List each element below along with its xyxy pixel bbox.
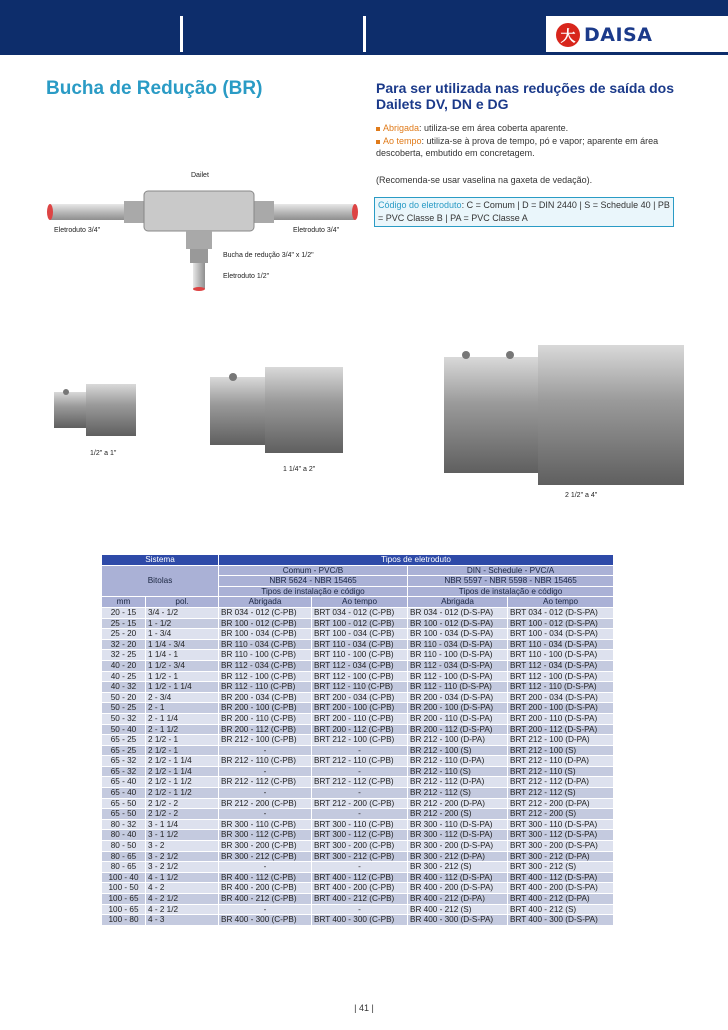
header-tab-2 — [183, 16, 363, 52]
cell-pol: 4 - 2 1/2 — [146, 894, 219, 905]
table-row — [102, 671, 614, 682]
top-bar — [0, 0, 728, 16]
cell-din-abrigada: BR 300 - 212 (D-PA) — [408, 851, 508, 862]
cell-pol: 3 - 1 1/4 — [146, 819, 219, 830]
header-comum-2: NBR 5624 - NBR 15465 — [219, 576, 408, 587]
cell-mm: 65 - 40 — [102, 788, 146, 799]
cell-din-abrigada: BR 400 - 200 (D-S-PA) — [408, 883, 508, 894]
spec-table-body — [102, 555, 614, 926]
cell-comum-abrigada: BR 110 - 100 (C-PB) — [219, 650, 312, 661]
table-row — [102, 788, 614, 799]
cell-din-ao-tempo: BRT 200 - 110 (D-S-PA) — [508, 713, 614, 724]
cell-din-abrigada: BR 212 - 200 (D-PA) — [408, 798, 508, 809]
cell-comum-ao-tempo: BRT 300 - 212 (C-PB) — [312, 851, 408, 862]
cell-din-ao-tempo: BRT 300 - 200 (D-S-PA) — [508, 841, 614, 852]
cell-mm: 65 - 32 — [102, 766, 146, 777]
cell-comum-abrigada: BR 112 - 100 (C-PB) — [219, 671, 312, 682]
cell-pol: 1 1/4 - 1 — [146, 650, 219, 661]
bullet-square-icon — [376, 127, 380, 131]
cell-pol: 4 - 2 1/2 — [146, 904, 219, 915]
cell-din-ao-tempo: BRT 300 - 110 (D-S-PA) — [508, 819, 614, 830]
table-row — [102, 713, 614, 724]
cell-comum-abrigada: BR 212 - 200 (C-PB) — [219, 798, 312, 809]
bullet-ao-tempo: Ao tempo: utiliza-se à prova de tempo, pó e vapor; aparente em área descoberta, embutido em concretagem. — [376, 136, 659, 158]
cell-comum-abrigada: BR 100 - 034 (C-PB) — [219, 629, 312, 640]
cell-pol: 1 1/2 - 1 1/4 — [146, 682, 219, 693]
cell-comum-abrigada: BR 300 - 110 (C-PB) — [219, 819, 312, 830]
cell-din-abrigada: BR 100 - 034 (D-S-PA) — [408, 629, 508, 640]
code-legend-box: Código do eletroduto: C = Comum | D = DIN 2440 | S = Schedule 40 | PB = PVC Classe B | PA = PVC Classe A — [374, 197, 674, 227]
cell-din-abrigada: BR 300 - 212 (S) — [408, 862, 508, 873]
right-pipe-end — [352, 204, 358, 220]
cell-din-ao-tempo: BRT 400 - 112 (D-S-PA) — [508, 872, 614, 883]
cell-comum-abrigada: BR 112 - 034 (C-PB) — [219, 660, 312, 671]
cell-pol: 3/4 - 1/2 — [146, 607, 219, 618]
cell-pol: 1 - 3/4 — [146, 629, 219, 640]
cell-din-abrigada: BR 212 - 110 (S) — [408, 766, 508, 777]
col-abrigada-comum: Abrigada — [219, 597, 312, 608]
reducer-bushing — [190, 249, 208, 263]
table-row — [102, 703, 614, 714]
cell-din-abrigada: BR 212 - 100 (D-PA) — [408, 735, 508, 746]
product-photo-large — [440, 345, 688, 485]
cell-mm: 65 - 25 — [102, 745, 146, 756]
cell-mm: 20 - 15 — [102, 607, 146, 618]
logo-text: DAISA — [584, 24, 653, 46]
cell-pol: 3 - 2 1/2 — [146, 851, 219, 862]
usage-bullets — [376, 122, 676, 160]
cell-din-ao-tempo: BRT 212 - 110 (S) — [508, 766, 614, 777]
cell-mm: 25 - 15 — [102, 618, 146, 629]
cell-mm: 32 - 20 — [102, 639, 146, 650]
cell-comum-ao-tempo: BRT 110 - 034 (C-PB) — [312, 639, 408, 650]
cell-din-ao-tempo: BRT 110 - 034 (D-S-PA) — [508, 639, 614, 650]
header-comum-1: Comum - PVC/B — [219, 565, 408, 576]
cell-pol: 2 1/2 - 1 1/4 — [146, 766, 219, 777]
cell-comum-ao-tempo: BRT 112 - 100 (C-PB) — [312, 671, 408, 682]
cell-comum-ao-tempo: BRT 200 - 034 (C-PB) — [312, 692, 408, 703]
cell-pol: 2 - 1 1/4 — [146, 713, 219, 724]
cell-comum-ao-tempo: BRT 100 - 012 (C-PB) — [312, 618, 408, 629]
logo-mark-icon: 大 — [556, 23, 580, 47]
cell-din-abrigada: BR 200 - 112 (D-S-PA) — [408, 724, 508, 735]
cell-comum-abrigada: - — [219, 862, 312, 873]
table-row — [102, 745, 614, 756]
cell-comum-ao-tempo: - — [312, 904, 408, 915]
cell-mm: 65 - 32 — [102, 756, 146, 767]
header-din-2: NBR 5597 - NBR 5598 - NBR 15465 — [408, 576, 614, 587]
table-row — [102, 692, 614, 703]
cell-din-abrigada: BR 110 - 034 (D-S-PA) — [408, 639, 508, 650]
cell-comum-ao-tempo: BRT 200 - 110 (C-PB) — [312, 713, 408, 724]
table-row — [102, 841, 614, 852]
cell-din-ao-tempo: BRT 112 - 100 (D-S-PA) — [508, 671, 614, 682]
cell-comum-ao-tempo: BRT 112 - 034 (C-PB) — [312, 660, 408, 671]
cell-mm: 100 - 80 — [102, 915, 146, 926]
caption-large: 2 1/2" a 4" — [565, 492, 598, 499]
cell-din-abrigada: BR 200 - 110 (D-S-PA) — [408, 713, 508, 724]
cell-mm: 100 - 50 — [102, 883, 146, 894]
cell-din-abrigada: BR 300 - 110 (D-S-PA) — [408, 819, 508, 830]
cell-comum-abrigada: - — [219, 904, 312, 915]
cell-din-ao-tempo: BRT 300 - 112 (D-S-PA) — [508, 830, 614, 841]
cell-comum-abrigada: BR 400 - 112 (C-PB) — [219, 872, 312, 883]
cell-mm: 40 - 20 — [102, 660, 146, 671]
cell-din-ao-tempo: BRT 112 - 034 (D-S-PA) — [508, 660, 614, 671]
cell-din-abrigada: BR 300 - 200 (D-S-PA) — [408, 841, 508, 852]
cell-din-ao-tempo: BRT 112 - 110 (D-S-PA) — [508, 682, 614, 693]
table-subheader-row — [102, 565, 614, 576]
cell-comum-ao-tempo: BRT 212 - 200 (C-PB) — [312, 798, 408, 809]
table-row — [102, 766, 614, 777]
cell-din-ao-tempo: BRT 212 - 112 (S) — [508, 788, 614, 799]
cell-comum-ao-tempo: BRT 200 - 100 (C-PB) — [312, 703, 408, 714]
cell-pol: 2 - 1 — [146, 703, 219, 714]
cell-pol: 2 1/2 - 2 — [146, 798, 219, 809]
cell-din-abrigada: BR 212 - 112 (D-PA) — [408, 777, 508, 788]
cell-pol: 4 - 2 — [146, 883, 219, 894]
table-row — [102, 650, 614, 661]
left-hub — [124, 201, 146, 223]
cell-din-abrigada: BR 400 - 112 (D-S-PA) — [408, 872, 508, 883]
cell-comum-abrigada: BR 212 - 112 (C-PB) — [219, 777, 312, 788]
label-left-pipe: Eletroduto 3/4" — [54, 227, 101, 234]
cell-din-ao-tempo: BRT 200 - 112 (D-S-PA) — [508, 724, 614, 735]
cell-comum-ao-tempo: BRT 300 - 110 (C-PB) — [312, 819, 408, 830]
table-header-row — [102, 555, 614, 566]
cell-din-ao-tempo: BRT 212 - 112 (D-PA) — [508, 777, 614, 788]
cell-din-abrigada: BR 212 - 110 (D-PA) — [408, 756, 508, 767]
cell-pol: 2 1/2 - 1 — [146, 745, 219, 756]
cell-din-abrigada: BR 112 - 100 (D-S-PA) — [408, 671, 508, 682]
cell-mm: 65 - 40 — [102, 777, 146, 788]
cell-pol: 2 1/2 - 1 1/2 — [146, 777, 219, 788]
cell-comum-abrigada: BR 200 - 100 (C-PB) — [219, 703, 312, 714]
daisa-logo — [556, 20, 686, 50]
cell-comum-abrigada: BR 212 - 100 (C-PB) — [219, 735, 312, 746]
cell-comum-ao-tempo: BRT 112 - 110 (C-PB) — [312, 682, 408, 693]
cell-din-ao-tempo: BRT 100 - 034 (D-S-PA) — [508, 629, 614, 640]
col-abrigada-din: Abrigada — [408, 597, 508, 608]
cell-pol: 4 - 1 1/2 — [146, 872, 219, 883]
cell-din-ao-tempo: BRT 400 - 300 (D-S-PA) — [508, 915, 614, 926]
product-photo-medium — [207, 365, 347, 455]
cell-comum-ao-tempo: BRT 300 - 112 (C-PB) — [312, 830, 408, 841]
cell-pol: 3 - 2 1/2 — [146, 862, 219, 873]
cell-comum-abrigada: - — [219, 745, 312, 756]
down-pipe — [193, 263, 205, 289]
cell-mm: 50 - 25 — [102, 703, 146, 714]
dailet-body — [144, 191, 254, 231]
table-row — [102, 660, 614, 671]
table-column-header-row — [102, 597, 614, 608]
cell-din-ao-tempo: BRT 200 - 034 (D-S-PA) — [508, 692, 614, 703]
cell-comum-abrigada: BR 300 - 112 (C-PB) — [219, 830, 312, 841]
cell-comum-abrigada: - — [219, 766, 312, 777]
cell-pol: 1 1/2 - 1 — [146, 671, 219, 682]
cell-din-ao-tempo: BRT 212 - 200 (S) — [508, 809, 614, 820]
cell-din-ao-tempo: BRT 212 - 100 (S) — [508, 745, 614, 756]
cell-mm: 40 - 32 — [102, 682, 146, 693]
header-bitolas: Bitolas — [102, 565, 219, 597]
cell-comum-abrigada: BR 300 - 212 (C-PB) — [219, 851, 312, 862]
cell-din-abrigada: BR 212 - 100 (S) — [408, 745, 508, 756]
cell-comum-ao-tempo: BRT 400 - 200 (C-PB) — [312, 883, 408, 894]
table-row — [102, 915, 614, 926]
cell-din-ao-tempo: BRT 212 - 110 (D-PA) — [508, 756, 614, 767]
header-sistema: Sistema — [102, 555, 219, 566]
col-ao-tempo-din: Ao tempo — [508, 597, 614, 608]
table-row — [102, 724, 614, 735]
cell-pol: 2 1/2 - 2 — [146, 809, 219, 820]
cell-comum-ao-tempo: BRT 200 - 112 (C-PB) — [312, 724, 408, 735]
caption-small: 1/2" a 1" — [90, 450, 117, 457]
cell-din-ao-tempo: BRT 200 - 100 (D-S-PA) — [508, 703, 614, 714]
cell-din-ao-tempo: BRT 034 - 012 (D-S-PA) — [508, 607, 614, 618]
cell-din-abrigada: BR 400 - 300 (D-S-PA) — [408, 915, 508, 926]
label-right-pipe: Eletroduto 3/4" — [293, 227, 340, 234]
cell-comum-ao-tempo: - — [312, 809, 408, 820]
bullet-abrigada: Abrigada: utiliza-se em área coberta aparente. — [376, 122, 676, 134]
cell-comum-ao-tempo: BRT 212 - 100 (C-PB) — [312, 735, 408, 746]
cell-comum-ao-tempo: BRT 400 - 212 (C-PB) — [312, 894, 408, 905]
page-subtitle: Para ser utilizada nas reduções de saída dos Dailets DV, DN e DG — [376, 80, 675, 112]
table-row — [102, 819, 614, 830]
cell-comum-ao-tempo: BRT 300 - 200 (C-PB) — [312, 841, 408, 852]
cell-comum-abrigada: - — [219, 788, 312, 799]
bullet-square-icon — [376, 140, 380, 144]
cell-mm: 80 - 32 — [102, 819, 146, 830]
cell-din-abrigada: BR 212 - 200 (S) — [408, 809, 508, 820]
label-bucha: Bucha de redução 3/4" x 1/2" — [223, 252, 314, 259]
cell-mm: 80 - 65 — [102, 862, 146, 873]
table-row — [102, 894, 614, 905]
cell-comum-abrigada: BR 300 - 200 (C-PB) — [219, 841, 312, 852]
cell-comum-ao-tempo: BRT 400 - 112 (C-PB) — [312, 872, 408, 883]
header-tab-1 — [0, 16, 180, 52]
table-row — [102, 904, 614, 915]
cell-din-abrigada: BR 034 - 012 (D-S-PA) — [408, 607, 508, 618]
cell-comum-ao-tempo: BRT 212 - 112 (C-PB) — [312, 777, 408, 788]
cell-pol: 4 - 3 — [146, 915, 219, 926]
page-title: Bucha de Redução (BR) — [46, 78, 263, 99]
cell-din-ao-tempo: BRT 300 - 212 (S) — [508, 862, 614, 873]
header-din-1: DIN - Schedule - PVC/A — [408, 565, 614, 576]
cell-comum-ao-tempo: - — [312, 862, 408, 873]
spec-table — [101, 554, 614, 926]
cell-mm: 80 - 65 — [102, 851, 146, 862]
label-down-pipe: Eletroduto 1/2" — [223, 273, 270, 280]
cell-comum-ao-tempo: - — [312, 788, 408, 799]
installation-diagram — [40, 176, 370, 300]
product-photo-small — [50, 380, 140, 440]
cell-din-ao-tempo: BRT 400 - 212 (S) — [508, 904, 614, 915]
header-din-3: Tipos de instalação e código — [408, 586, 614, 597]
cell-din-ao-tempo: BRT 212 - 200 (D-PA) — [508, 798, 614, 809]
cell-comum-ao-tempo: - — [312, 766, 408, 777]
table-row — [102, 682, 614, 693]
header-comum-3: Tipos de instalação e código — [219, 586, 408, 597]
cell-pol: 1 1/4 - 3/4 — [146, 639, 219, 650]
cell-pol: 2 1/2 - 1 — [146, 735, 219, 746]
cell-mm: 65 - 50 — [102, 809, 146, 820]
cell-din-abrigada: BR 300 - 112 (D-S-PA) — [408, 830, 508, 841]
cell-mm: 25 - 20 — [102, 629, 146, 640]
cell-mm: 65 - 25 — [102, 735, 146, 746]
header-tipos: Tipos de eletroduto — [219, 555, 614, 566]
cell-comum-abrigada: BR 212 - 110 (C-PB) — [219, 756, 312, 767]
cell-din-ao-tempo: BRT 400 - 200 (D-S-PA) — [508, 883, 614, 894]
cell-mm: 100 - 65 — [102, 904, 146, 915]
cell-din-abrigada: BR 212 - 112 (S) — [408, 788, 508, 799]
cell-din-ao-tempo: BRT 212 - 100 (D-PA) — [508, 735, 614, 746]
table-row — [102, 618, 614, 629]
header-tab-3 — [366, 16, 546, 52]
cell-pol: 1 1/2 - 3/4 — [146, 660, 219, 671]
cell-mm: 32 - 25 — [102, 650, 146, 661]
cell-pol: 3 - 1 1/2 — [146, 830, 219, 841]
cell-din-abrigada: BR 200 - 100 (D-S-PA) — [408, 703, 508, 714]
cell-comum-abrigada: BR 112 - 110 (C-PB) — [219, 682, 312, 693]
cell-din-abrigada: BR 200 - 034 (D-S-PA) — [408, 692, 508, 703]
table-row — [102, 851, 614, 862]
cell-comum-ao-tempo: BRT 100 - 034 (C-PB) — [312, 629, 408, 640]
cell-mm: 50 - 20 — [102, 692, 146, 703]
cell-din-ao-tempo: BRT 400 - 212 (D-PA) — [508, 894, 614, 905]
col-ao-tempo-comum: Ao tempo — [312, 597, 408, 608]
cell-comum-abrigada: BR 100 - 012 (C-PB) — [219, 618, 312, 629]
cell-din-abrigada: BR 400 - 212 (S) — [408, 904, 508, 915]
cell-mm: 80 - 50 — [102, 841, 146, 852]
table-row — [102, 735, 614, 746]
table-row — [102, 830, 614, 841]
table-row — [102, 883, 614, 894]
cell-mm: 100 - 65 — [102, 894, 146, 905]
col-pol: pol. — [146, 597, 219, 608]
cell-comum-abrigada: BR 400 - 200 (C-PB) — [219, 883, 312, 894]
cell-mm: 50 - 40 — [102, 724, 146, 735]
cell-mm: 80 - 40 — [102, 830, 146, 841]
vaseline-note: (Recomenda-se usar vaselina na gaxeta de vedação). — [376, 175, 593, 185]
table-row — [102, 756, 614, 767]
cell-pol: 2 1/2 - 1 1/2 — [146, 788, 219, 799]
table-row — [102, 798, 614, 809]
cell-comum-abrigada: BR 200 - 110 (C-PB) — [219, 713, 312, 724]
table-row — [102, 809, 614, 820]
cell-din-abrigada: BR 400 - 212 (D-PA) — [408, 894, 508, 905]
cell-comum-ao-tempo: BRT 212 - 110 (C-PB) — [312, 756, 408, 767]
table-row — [102, 872, 614, 883]
cell-comum-ao-tempo: BRT 400 - 300 (C-PB) — [312, 915, 408, 926]
bottom-hub — [186, 231, 212, 249]
cell-din-abrigada: BR 112 - 110 (D-S-PA) — [408, 682, 508, 693]
cell-pol: 2 - 3/4 — [146, 692, 219, 703]
cell-mm: 100 - 40 — [102, 872, 146, 883]
cell-comum-abrigada: - — [219, 809, 312, 820]
header-underline — [0, 52, 728, 55]
page-number: | 41 | — [354, 1003, 374, 1013]
caption-medium: 1 1/4" a 2" — [283, 466, 316, 473]
cell-comum-abrigada: BR 400 - 212 (C-PB) — [219, 894, 312, 905]
left-pipe-end — [47, 204, 53, 220]
cell-din-ao-tempo: BRT 100 - 012 (D-S-PA) — [508, 618, 614, 629]
table-row — [102, 629, 614, 640]
cell-din-ao-tempo: BRT 300 - 212 (D-PA) — [508, 851, 614, 862]
cell-comum-ao-tempo: BRT 110 - 100 (C-PB) — [312, 650, 408, 661]
table-row — [102, 607, 614, 618]
cell-comum-ao-tempo: BRT 034 - 012 (C-PB) — [312, 607, 408, 618]
cell-comum-abrigada: BR 034 - 012 (C-PB) — [219, 607, 312, 618]
col-mm: mm — [102, 597, 146, 608]
cell-pol: 2 - 1 1/2 — [146, 724, 219, 735]
down-pipe-end — [193, 287, 205, 291]
right-hub — [252, 201, 274, 223]
cell-mm: 40 - 25 — [102, 671, 146, 682]
table-row — [102, 777, 614, 788]
cell-pol: 3 - 2 — [146, 841, 219, 852]
cell-pol: 2 1/2 - 1 1/4 — [146, 756, 219, 767]
cell-mm: 50 - 32 — [102, 713, 146, 724]
cell-comum-abrigada: BR 110 - 034 (C-PB) — [219, 639, 312, 650]
table-row — [102, 639, 614, 650]
cell-mm: 65 - 50 — [102, 798, 146, 809]
cell-pol: 1 - 1/2 — [146, 618, 219, 629]
cell-comum-abrigada: BR 200 - 112 (C-PB) — [219, 724, 312, 735]
cell-din-abrigada: BR 110 - 100 (D-S-PA) — [408, 650, 508, 661]
cell-comum-abrigada: BR 200 - 034 (C-PB) — [219, 692, 312, 703]
cell-comum-ao-tempo: - — [312, 745, 408, 756]
cell-din-abrigada: BR 100 - 012 (D-S-PA) — [408, 618, 508, 629]
cell-din-abrigada: BR 112 - 034 (D-S-PA) — [408, 660, 508, 671]
label-dailet: Dailet — [191, 172, 209, 179]
table-row — [102, 862, 614, 873]
cell-comum-abrigada: BR 400 - 300 (C-PB) — [219, 915, 312, 926]
cell-din-ao-tempo: BRT 110 - 100 (D-S-PA) — [508, 650, 614, 661]
